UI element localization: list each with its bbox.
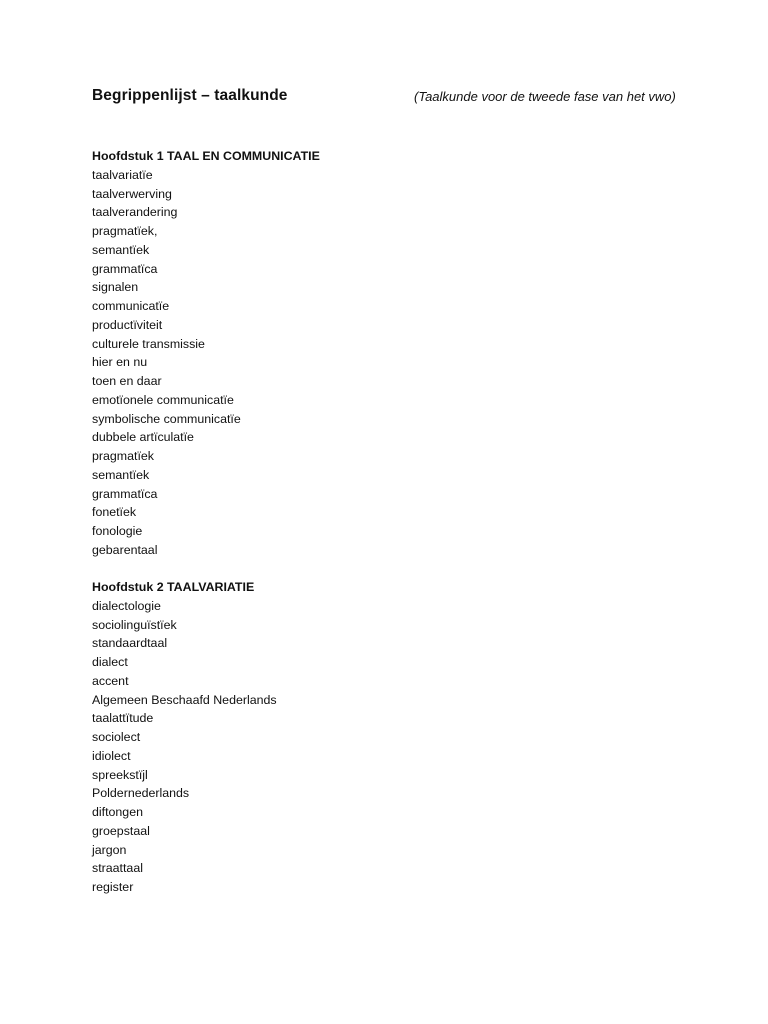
term-list-item: pragmatïek, bbox=[92, 224, 158, 238]
chapter-1-term-list bbox=[92, 166, 320, 560]
term-list-item: productïviteit bbox=[92, 317, 163, 332]
term-list-item: accent bbox=[92, 673, 129, 688]
term-list-item: toen en daar bbox=[92, 374, 162, 388]
term-list-item: dialectologie bbox=[92, 598, 161, 613]
document-title: Begrippenlijst – taalkunde bbox=[92, 87, 288, 104]
term-list-item: grammatïca bbox=[92, 261, 158, 276]
term-list-item: dialect bbox=[92, 655, 128, 669]
term-list-item: standaardtaal bbox=[92, 636, 168, 651]
term-list-item: semantïek bbox=[92, 467, 150, 482]
term-list-item: taalverwerving bbox=[92, 186, 172, 201]
chapter-2-section bbox=[92, 578, 277, 897]
term-list-item: taalattïtude bbox=[92, 711, 154, 726]
term-list-item: diftongen bbox=[92, 805, 143, 819]
chapter-1-section bbox=[92, 147, 320, 560]
term-list-item: taalvariatïe bbox=[92, 167, 153, 182]
term-list-item: dubbele artïculatïe bbox=[92, 430, 194, 445]
term-list-item: register bbox=[92, 880, 134, 894]
term-list-item: symbolische communicatïe bbox=[92, 411, 241, 426]
term-list-item: Poldernederlands bbox=[92, 786, 190, 801]
term-list-item: culturele transmissie bbox=[92, 336, 205, 351]
term-list-item: sociolect bbox=[92, 730, 141, 744]
term-list-item: emotïonele communicatïe bbox=[92, 392, 234, 407]
term-list-item: communicatïe bbox=[92, 299, 170, 313]
term-list-item: Algemeen Beschaafd Nederlands bbox=[92, 692, 277, 707]
term-list-item: fonetïek bbox=[92, 505, 137, 520]
term-list-item: taalverandering bbox=[92, 205, 178, 220]
term-list-item: fonologie bbox=[92, 524, 143, 538]
term-list-item: idiolect bbox=[92, 748, 131, 763]
term-list-item: signalen bbox=[92, 280, 139, 295]
term-list-item: pragmatïek bbox=[92, 449, 154, 463]
term-list-item: semantïek bbox=[92, 242, 150, 257]
chapter-1-heading: Hoofdstuk 1 TAAL EN COMMUNICATIE bbox=[92, 149, 320, 163]
term-list-item: gebarentaal bbox=[92, 542, 158, 557]
term-list-item: grammatïca bbox=[92, 486, 158, 501]
chapter-2-term-list bbox=[92, 597, 277, 897]
term-list-item: straattaal bbox=[92, 861, 143, 876]
term-list-item: jargon bbox=[92, 842, 127, 857]
term-list-item: spreekstïjl bbox=[92, 767, 148, 782]
term-list-item: hier en nu bbox=[92, 355, 148, 370]
term-list-item: groepstaal bbox=[92, 823, 150, 838]
term-list-item: sociolinguïstïek bbox=[92, 617, 177, 632]
document-subtitle: (Taalkunde voor de tweede fase van het vwo) bbox=[414, 89, 676, 104]
chapter-2-heading: Hoofdstuk 2 TAALVARIATIE bbox=[92, 580, 255, 594]
